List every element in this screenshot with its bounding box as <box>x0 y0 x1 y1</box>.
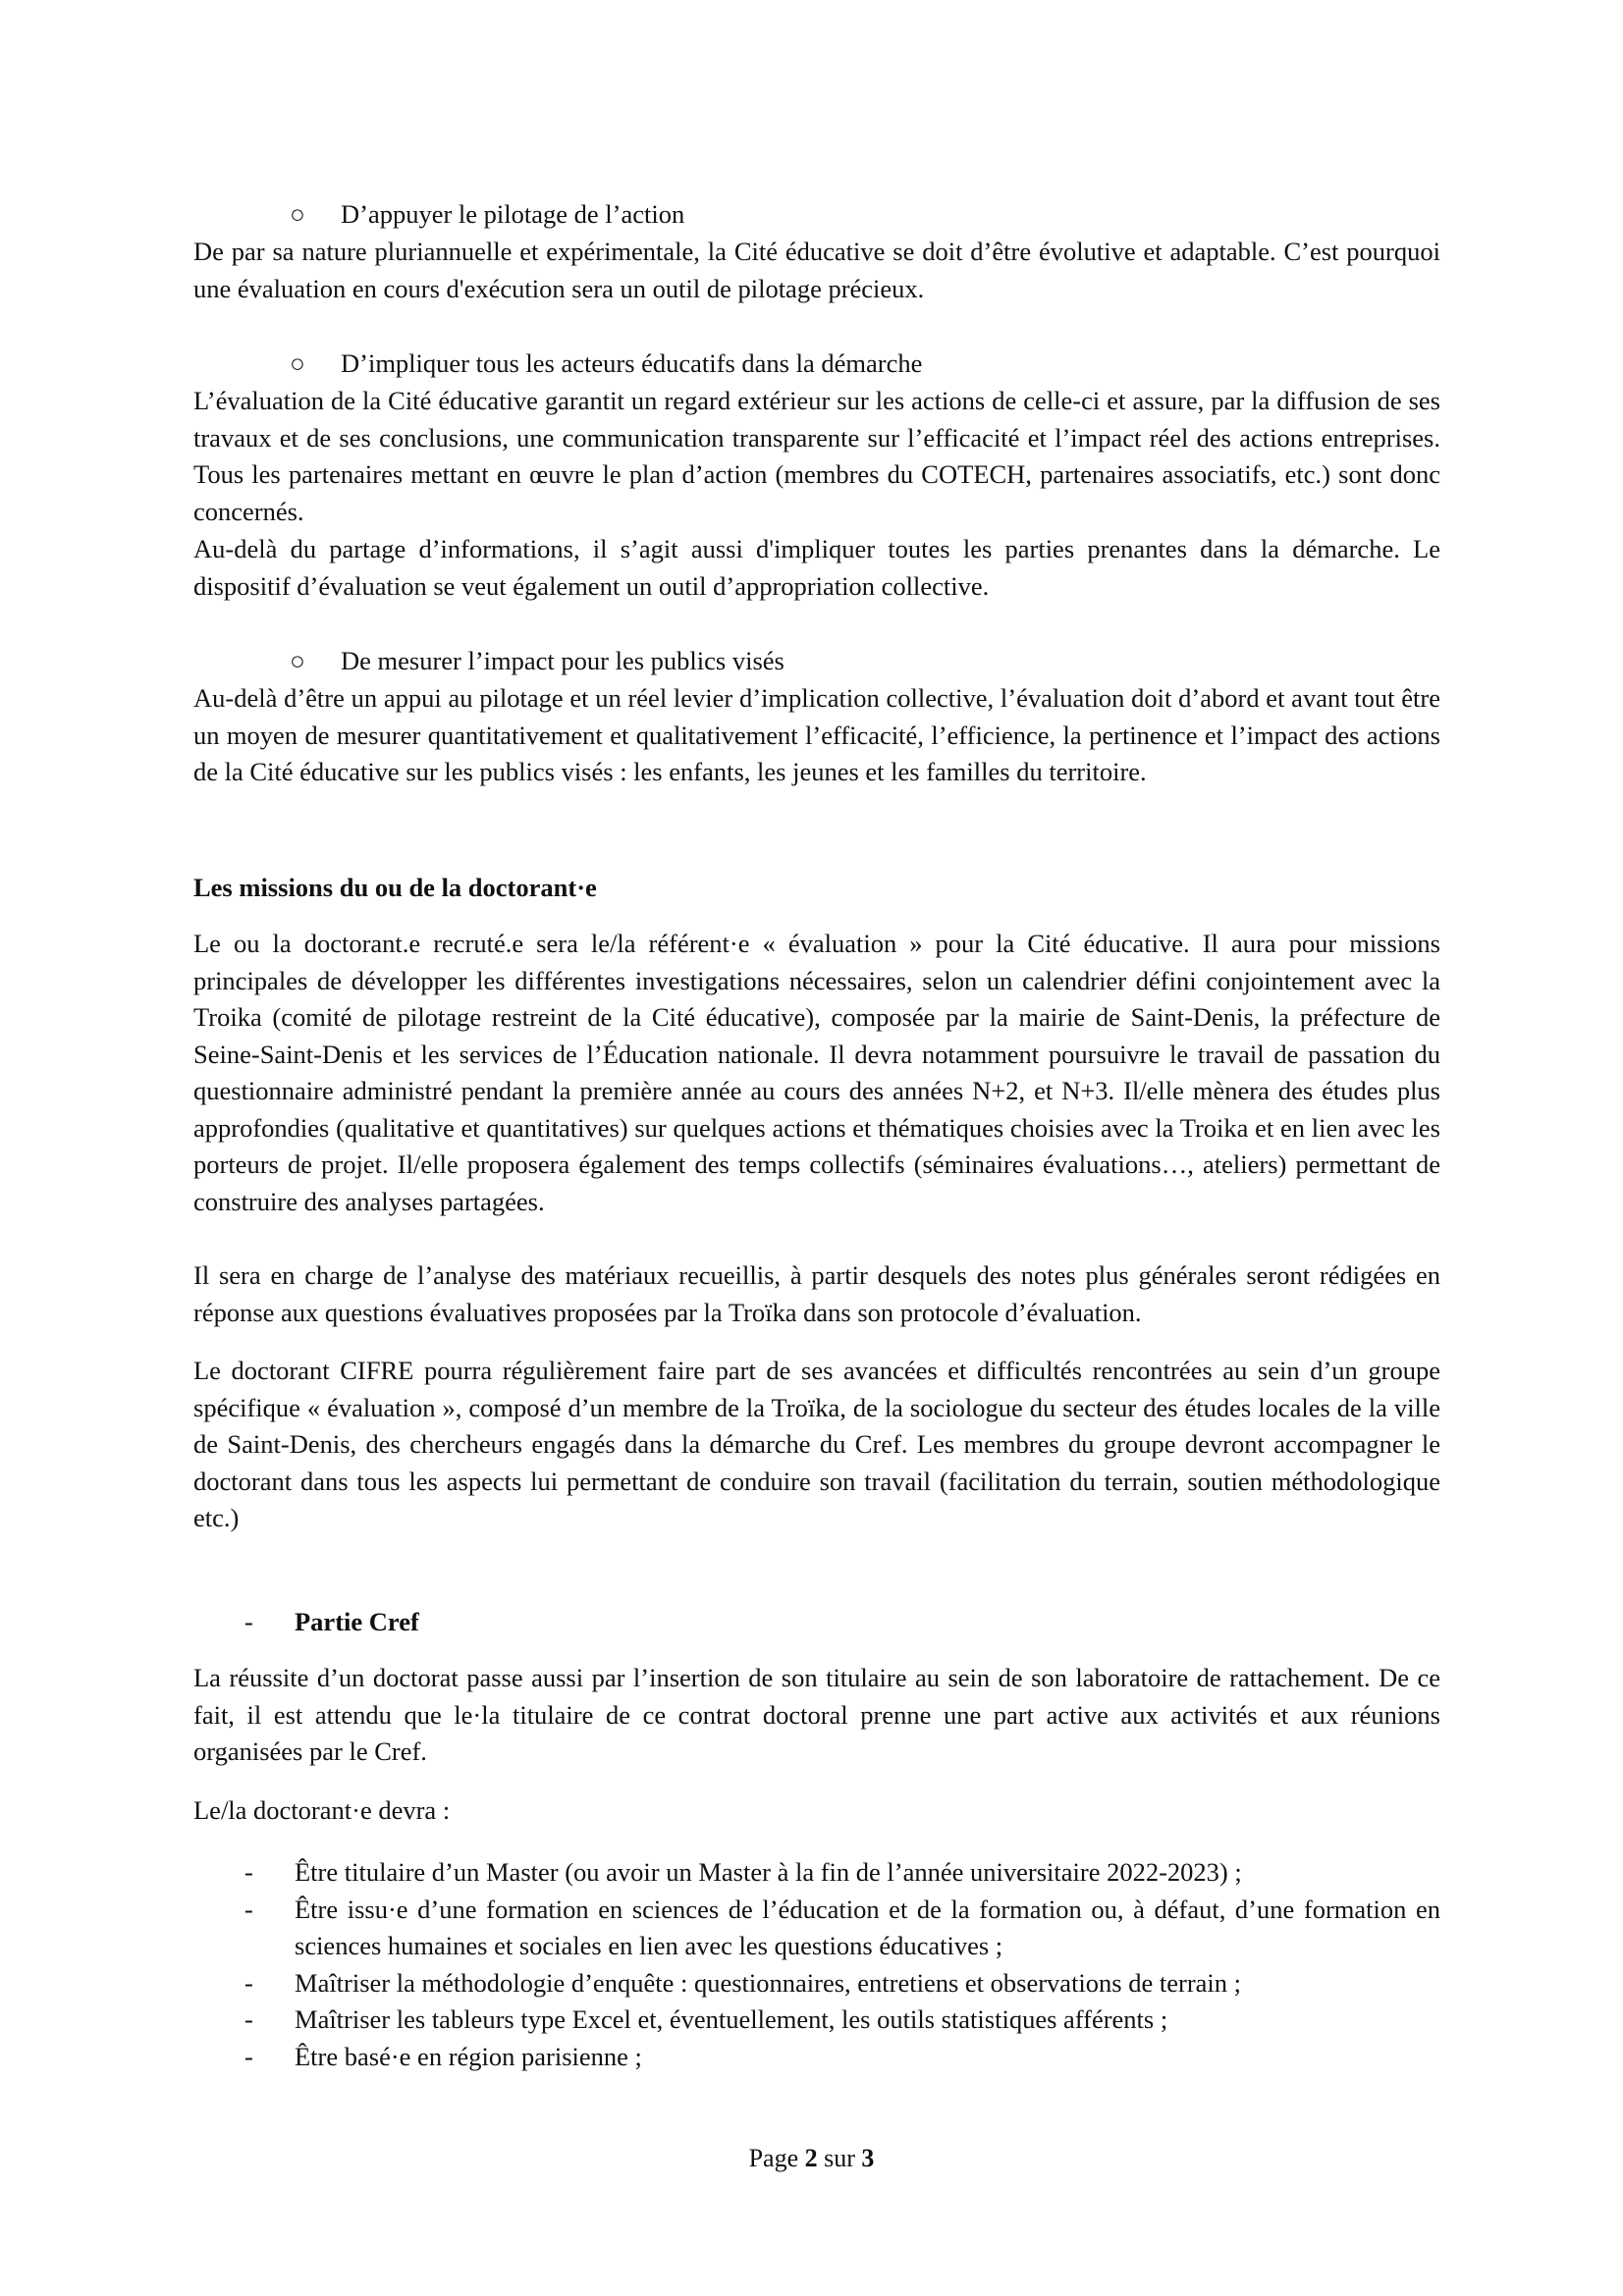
circle-bullet-icon: ○ <box>290 199 306 229</box>
requirement-text: Être issu·e d’une formation en sciences de l’éducation et de la formation ou, à défaut, d’une formation en sciences humaines et sociales en lien avec les questions éducatives ; <box>295 1894 1440 1960</box>
objective-implication-paragraph-1: L’évaluation de la Cité éducative garantit un regard extérieur sur les actions de celle-ci et assure, par la diffusion de ses travaux et de ses conclusions, une communication transparente sur l’efficacité et l’impact réel des actions entreprises. Tous les partenaires mettant en œuvre le plan d’action (membres du COTECH, partenaires associatifs, etc.) sont donc concernés. <box>193 386 1440 526</box>
dash-bullet-icon: - <box>244 2041 253 2071</box>
objective-impact-item <box>193 643 1440 680</box>
objective-implication-item <box>193 346 1440 383</box>
missions-paragraph-1: Le ou la doctorant.e recruté.e sera le/la référent·e « évaluation » pour la Cité éducative. Il aura pour missions principales de développer les différentes investigations nécessaires, selon un calendrier défini conjointement avec la Troika (comité de pilotage restreint de la Cité éducative), composée par la mairie de Saint-Denis, la préfecture de Seine-Saint-Denis et les services de l’Éducation nationale. Il devra notamment poursuivre le travail de passation du questionnaire administré pendant la première année au cours des années N+2, et N+3. Il/elle mènera des études plus approfondies (qualitative et quantitatives) sur quelques actions et thématiques choisies avec la Troika et en lien avec les porteurs de projet. Il/elle proposera également des temps collectifs (séminaires évaluations…, ateliers) permettant de construire des analyses partagées. <box>193 929 1440 1216</box>
objective-impact-paragraph: Au-delà d’être un appui au pilotage et un réel levier d’implication collective, l’évaluation doit d’abord et avant tout être un moyen de mesurer quantitativement et qualitativement l’efficacité, l’efficience, la pertinence et l’impact des actions de la Cité éducative sur les publics visés : les enfants, les jeunes et les familles du territoire. <box>193 683 1440 786</box>
requirement-item <box>193 1965 1440 2002</box>
requirement-text: Maîtriser les tableurs type Excel et, éventuellement, les outils statistiques afférents ; <box>295 2004 1168 2034</box>
requirement-item <box>193 2002 1440 2039</box>
missions-paragraph-3: Le doctorant CIFRE pourra régulièrement faire part de ses avancées et difficultés rencontrées au sein d’un groupe spécifique « évaluation », composé d’un membre de la Troïka, de la sociologue du secteur des études locales de la ville de Saint-Denis, des chercheurs engagés dans la démarche du Cref. Les membres du groupe devront accompagner le doctorant dans tous les aspects lui permettant de conduire son travail (facilitation du terrain, soutien méthodologique etc.) <box>193 1356 1440 1532</box>
cref-heading: Partie Cref <box>295 1607 419 1636</box>
objective-pilotage-title: D’appuyer le pilotage de l’action <box>341 199 685 229</box>
footer-prefix: Page <box>748 2144 799 2172</box>
footer-current-page: 2 <box>804 2144 818 2172</box>
requirement-item <box>193 2039 1440 2076</box>
requirement-text: Maîtriser la méthodologie d’enquête : questionnaires, entretiens et observations de terrain ; <box>295 1967 1242 1998</box>
objective-impact-title: De mesurer l’impact pour les publics visés <box>341 646 784 675</box>
dash-bullet-icon: - <box>244 1607 253 1636</box>
missions-paragraph-2: Il sera en charge de l’analyse des matériaux recueillis, à partir desquels des notes plus générales seront rédigées en réponse aux questions évaluatives proposées par la Troïka dans son protocole d’évaluation. <box>193 1260 1440 1327</box>
circle-bullet-icon: ○ <box>290 646 306 675</box>
footer-middle: sur <box>824 2144 855 2172</box>
cref-paragraph: La réussite d’un doctorat passe aussi par l’insertion de son titulaire au sein de son laboratoire de rattachement. De ce fait, il est attendu que le·la titulaire de ce contrat doctoral prenne une part active aux activités et aux réunions organisées par le Cref. <box>193 1663 1440 1766</box>
cref-requirements-list <box>193 1854 1440 2075</box>
missions-heading: Les missions du ou de la doctorant·e <box>193 873 597 902</box>
page-number-footer <box>0 2140 1623 2177</box>
dash-bullet-icon: - <box>244 1857 253 1887</box>
circle-bullet-icon: ○ <box>290 348 306 378</box>
objective-implication-paragraph-2: Au-delà du partage d’informations, il s’agit aussi d'impliquer toutes les parties prenantes dans la démarche. Le dispositif d’évaluation se veut également un outil d’appropriation collective. <box>193 534 1440 601</box>
cref-requirements-intro: Le/la doctorant·e devra : <box>193 1795 451 1825</box>
dash-bullet-icon: - <box>244 1967 253 1998</box>
objective-implication-title: D’impliquer tous les acteurs éducatifs dans la démarche <box>341 348 923 378</box>
footer-total-pages: 3 <box>861 2144 875 2172</box>
requirement-text: Être basé·e en région parisienne ; <box>295 2041 642 2071</box>
objective-pilotage-item <box>193 196 1440 234</box>
dash-bullet-icon: - <box>244 2004 253 2034</box>
requirement-item <box>193 1892 1440 1965</box>
requirement-text: Être titulaire d’un Master (ou avoir un Master à la fin de l’année universitaire 2022-2023) ; <box>295 1857 1242 1887</box>
requirement-item <box>193 1854 1440 1892</box>
dash-bullet-icon: - <box>244 1894 253 1924</box>
cref-heading-item <box>193 1604 1440 1641</box>
objective-pilotage-paragraph: De par sa nature pluriannuelle et expérimentale, la Cité éducative se doit d’être évolutive et adaptable. C’est pourquoi une évaluation en cours d'exécution sera un outil de pilotage précieux. <box>193 237 1440 303</box>
